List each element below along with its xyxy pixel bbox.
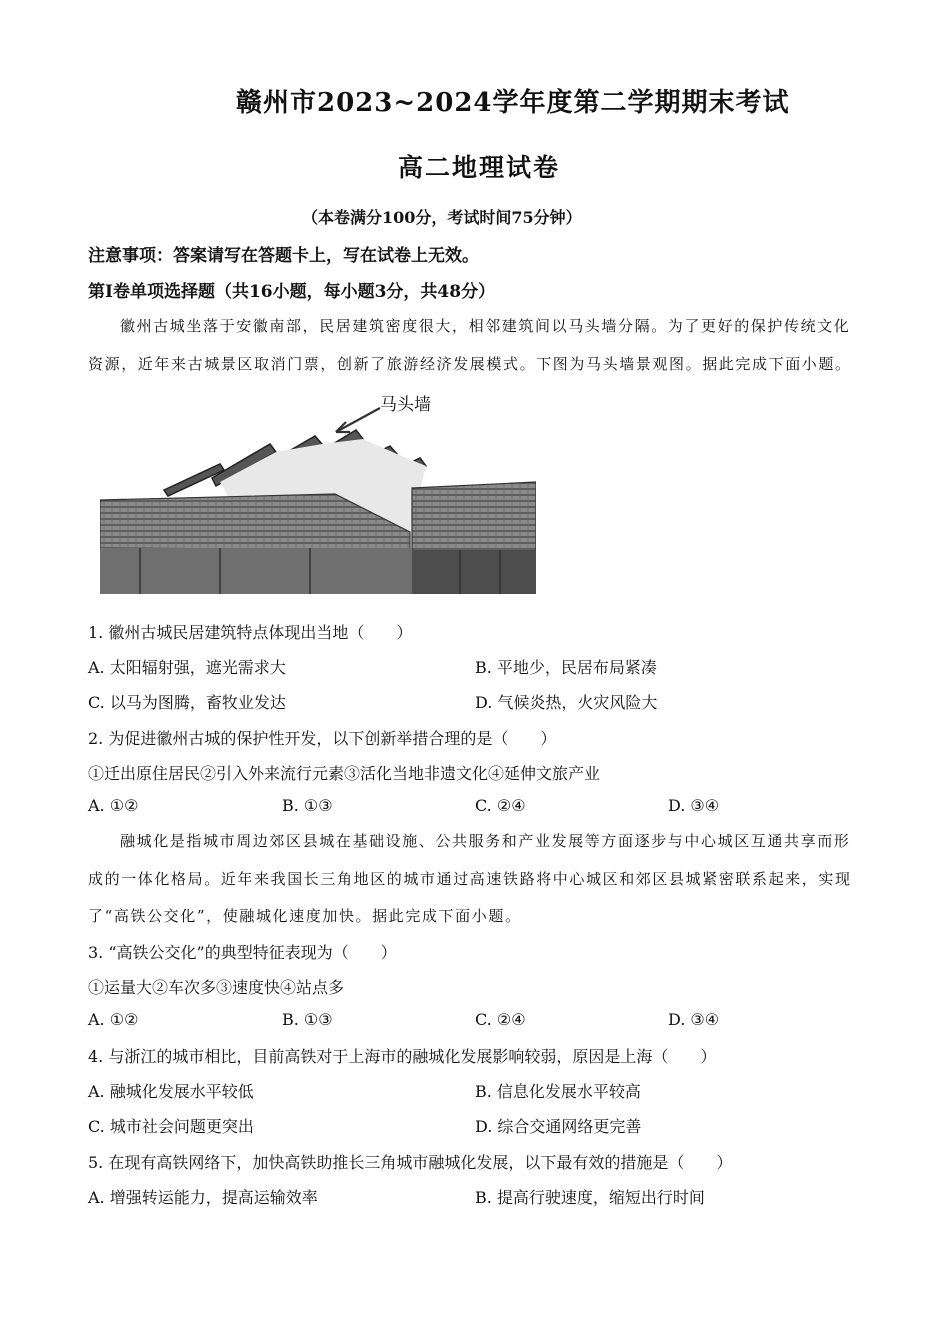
- exam-notice: 注意事项：答案请写在答题卡上，写在试卷上无效。: [88, 246, 479, 266]
- q5-stem: 5. 在现有高铁网络下，加快高铁助推长三角城市融城化发展，以下最有效的措施是（ ）: [88, 1153, 733, 1172]
- q1-option-b: B. 平地少，民居布局紧凑: [475, 658, 657, 677]
- passage1-line1: 徽州古城坐落于安徽南部，民居建筑密度很大，相邻建筑间以马头墙分隔。为了更好的保护传统文化: [120, 317, 851, 335]
- q1-stem: 1. 徽州古城民居建筑特点体现出当地（ ）: [88, 623, 413, 642]
- q4-stem: 4. 与浙江的城市相比，目前高铁对于上海市的融城化发展影响较弱，原因是上海（ ）: [88, 1047, 717, 1066]
- q3-option-b: B. ①③: [282, 1010, 333, 1029]
- q1-option-a: A. 太阳辐射强，遮光需求大: [88, 658, 286, 677]
- q3-stem: 3. “高铁公交化”的典型特征表现为（ ）: [88, 943, 397, 962]
- q3-option-d: D. ③④: [668, 1010, 720, 1029]
- q2-items: ①迁出原住居民②引入外来流行元素③活化当地非遗文化④延伸文旅产业: [88, 764, 601, 783]
- q2-option-c: C. ②④: [475, 796, 526, 815]
- passage2-line2: 成的一体化格局。近年来我国长三角地区的城市通过高速铁路将中心城区和郊区县城紧密联系起来，实现: [88, 870, 852, 888]
- passage1-line2: 资源，近年来古城景区取消门票，创新了旅游经济发展模式。下图为马头墙景观图。据此完成下面小题。: [88, 355, 852, 373]
- horse-head-wall-photo: [100, 382, 536, 594]
- q4-option-d: D. 综合交通网络更完善: [475, 1117, 642, 1136]
- q4-option-b: B. 信息化发展水平较高: [475, 1082, 641, 1101]
- q2-stem: 2. 为促进徽州古城的保护性开发，以下创新举措合理的是（ ）: [88, 729, 557, 748]
- q3-items: ①运量大②车次多③速度快④站点多: [88, 978, 345, 997]
- q1-option-c: C. 以马为图腾，畜牧业发达: [88, 693, 286, 712]
- q2-option-a: A. ①②: [88, 796, 139, 815]
- q4-option-a: A. 融城化发展水平较低: [88, 1082, 254, 1101]
- section-heading: 第I卷单项选择题（共16小题，每小题3分，共48分）: [88, 282, 496, 302]
- q5-option-a: A. 增强转运能力，提高运输效率: [88, 1188, 318, 1207]
- passage2-line1: 融城化是指城市周边郊区县城在基础设施、公共服务和产业发展等方面逐步与中心城区互通共享而形: [120, 832, 851, 850]
- figure-label: 马头墙: [380, 395, 431, 415]
- exam-note: （本卷满分100分，考试时间75分钟）: [302, 208, 582, 227]
- exam-title: 赣州市2023~2024学年度第二学期期末考试: [236, 88, 790, 118]
- exam-subtitle: 高二地理试卷: [398, 153, 561, 182]
- q2-option-d: D. ③④: [668, 796, 720, 815]
- q3-option-c: C. ②④: [475, 1010, 526, 1029]
- q4-option-c: C. 城市社会问题更突出: [88, 1117, 254, 1136]
- q3-option-a: A. ①②: [88, 1010, 139, 1029]
- q1-option-d: D. 气候炎热，火灾风险大: [475, 693, 658, 712]
- q2-option-b: B. ①③: [282, 796, 333, 815]
- q5-option-b: B. 提高行驶速度，缩短出行时间: [475, 1188, 705, 1207]
- passage2-line3: 了“高铁公交化”，使融城化速度加快。据此完成下面小题。: [88, 907, 522, 925]
